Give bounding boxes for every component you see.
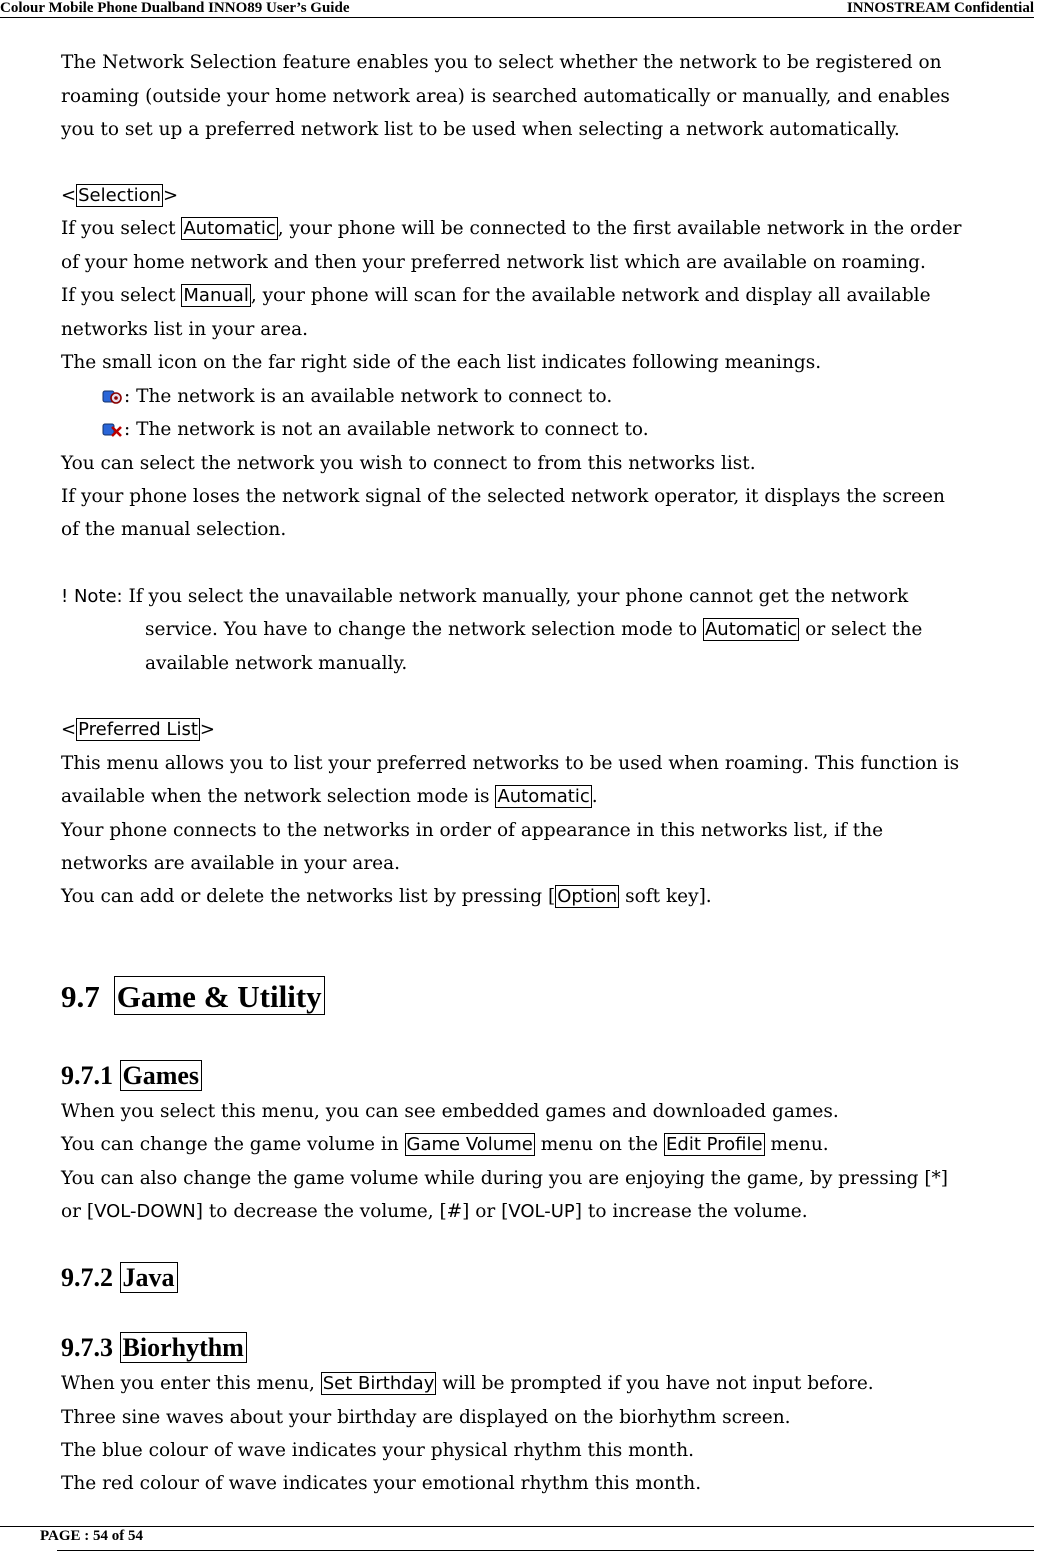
text: soft key]. xyxy=(619,886,712,907)
text: If you select the unavailable network manually, your phone cannot get the network xyxy=(122,586,909,607)
text: . xyxy=(591,786,598,807)
selection-heading-text: Selection xyxy=(78,185,162,206)
text: or [ xyxy=(61,1201,95,1222)
selection-para-2b: networks list in your area. xyxy=(61,319,309,340)
page-footer xyxy=(0,1526,1034,1544)
note-label: ! Note: xyxy=(61,586,123,607)
section-9-7-heading xyxy=(61,979,325,1015)
manual-term: Manual xyxy=(183,285,249,306)
preferred-para-2: Your phone connects to the networks in order of appearance in this networks list, if the xyxy=(61,820,884,841)
text: menu. xyxy=(764,1134,829,1155)
game-volume-term: Game Volume xyxy=(406,1134,533,1155)
section-number: 9.7 xyxy=(61,979,100,1014)
intro-line-3: you to set up a preferred network list to be used when selecting a network automatically. xyxy=(61,119,900,140)
section-title: Game & Utility xyxy=(114,976,325,1015)
preferred-para-1: This menu allows you to list your preferred networks to be used when roaming. This function is xyxy=(61,753,960,774)
biorhythm-para-3: The blue colour of wave indicates your physical rhythm this month. xyxy=(61,1440,695,1461)
preferred-heading-text: Preferred List xyxy=(78,719,198,740)
vol-up-key: VOL-UP xyxy=(508,1201,575,1222)
network-available-icon xyxy=(102,387,124,405)
text: : The network is not an available network to connect to. xyxy=(124,419,649,440)
text: will be prompted if you have not input before. xyxy=(436,1373,874,1394)
biorhythm-para-4: The red colour of wave indicates your emotional rhythm this month. xyxy=(61,1473,702,1494)
selection-para-3: The small icon on the far right side of the each list indicates following meanings. xyxy=(61,352,822,373)
note-line-1 xyxy=(61,585,908,609)
games-para-2 xyxy=(61,1133,829,1157)
preferred-para-3 xyxy=(61,885,712,909)
edit-profile-term: Edit Profile xyxy=(666,1134,763,1155)
icon-legend-unavailable xyxy=(102,418,649,442)
page-header xyxy=(0,0,1034,18)
biorhythm-title: Biorhythm xyxy=(120,1332,247,1363)
section-number: 9.7.2 xyxy=(61,1263,120,1292)
selection-heading: < Selection > xyxy=(61,185,179,206)
preferred-para-1b xyxy=(61,785,598,809)
biorhythm-heading xyxy=(61,1331,247,1365)
preferred-heading: < Preferred List > xyxy=(61,719,215,740)
intro-line-1: The Network Selection feature enables you to select whether the network to be registered on xyxy=(61,52,942,73)
intro-line-2: roaming (outside your home network area) is searched automatically or manually, and enables xyxy=(61,86,950,107)
text: You can add or delete the networks list by pressing [ xyxy=(61,886,556,907)
text: : The network is an available network to connect to. xyxy=(124,386,613,407)
text: You can change the game volume in xyxy=(61,1134,405,1155)
page-number: PAGE : 54 of 54 xyxy=(40,1528,144,1544)
selection-para-1 xyxy=(61,217,962,241)
games-para-4 xyxy=(61,1200,808,1224)
java-heading xyxy=(61,1261,178,1295)
games-heading xyxy=(61,1059,202,1093)
games-para-3: You can also change the game volume while during you are enjoying the game, by pressing [*] xyxy=(61,1168,949,1189)
text: , your phone will be connected to the first available network in the order xyxy=(277,218,962,239)
note-line-3: available network manually. xyxy=(145,653,408,674)
section-number: 9.7.3 xyxy=(61,1333,120,1362)
text: ] to decrease the volume, [#] or [ xyxy=(195,1201,509,1222)
selection-para-5: If your phone loses the network signal of the selected network operator, it displays the screen xyxy=(61,486,945,507)
vol-down-key: VOL-DOWN xyxy=(94,1201,196,1222)
option-term: Option xyxy=(557,886,618,907)
selection-para-4: You can select the network you wish to connect to from this networks list. xyxy=(61,453,756,474)
text: ] to increase the volume. xyxy=(574,1201,808,1222)
section-number: 9.7.1 xyxy=(61,1061,120,1090)
text: If you select xyxy=(61,218,182,239)
automatic-term: Automatic xyxy=(183,218,276,239)
header-confidential: INNOSTREAM Confidential xyxy=(846,0,1034,16)
biorhythm-para-2: Three sine waves about your birthday are displayed on the biorhythm screen. xyxy=(61,1407,791,1428)
text: If you select xyxy=(61,285,182,306)
java-title: Java xyxy=(120,1262,178,1293)
note-line-2 xyxy=(145,618,922,642)
biorhythm-para-1 xyxy=(61,1372,874,1396)
games-title: Games xyxy=(120,1060,203,1091)
text: , your phone will scan for the available network and display all available xyxy=(250,285,931,306)
selection-para-1b: of your home network and then your preferred network list which are available on roaming. xyxy=(61,252,926,273)
network-unavailable-icon xyxy=(102,420,124,438)
icon-legend-available xyxy=(102,385,612,409)
automatic-term: Automatic xyxy=(497,786,590,807)
games-para-1: When you select this menu, you can see embedded games and downloaded games. xyxy=(61,1101,839,1122)
set-birthday-term: Set Birthday xyxy=(322,1373,435,1394)
text: available when the network selection mode is xyxy=(61,786,496,807)
automatic-term: Automatic xyxy=(704,619,798,640)
preferred-para-2b: networks are available in your area. xyxy=(61,853,401,874)
text: or select the xyxy=(799,619,923,640)
text: service. You have to change the network selection mode to xyxy=(145,619,703,640)
selection-para-2 xyxy=(61,284,931,308)
text: menu on the xyxy=(534,1134,665,1155)
text: When you enter this menu, xyxy=(61,1373,321,1394)
selection-para-5b: of the manual selection. xyxy=(61,519,287,540)
header-title: Colour Mobile Phone Dualband INNO89 User’s Guide xyxy=(0,0,350,16)
